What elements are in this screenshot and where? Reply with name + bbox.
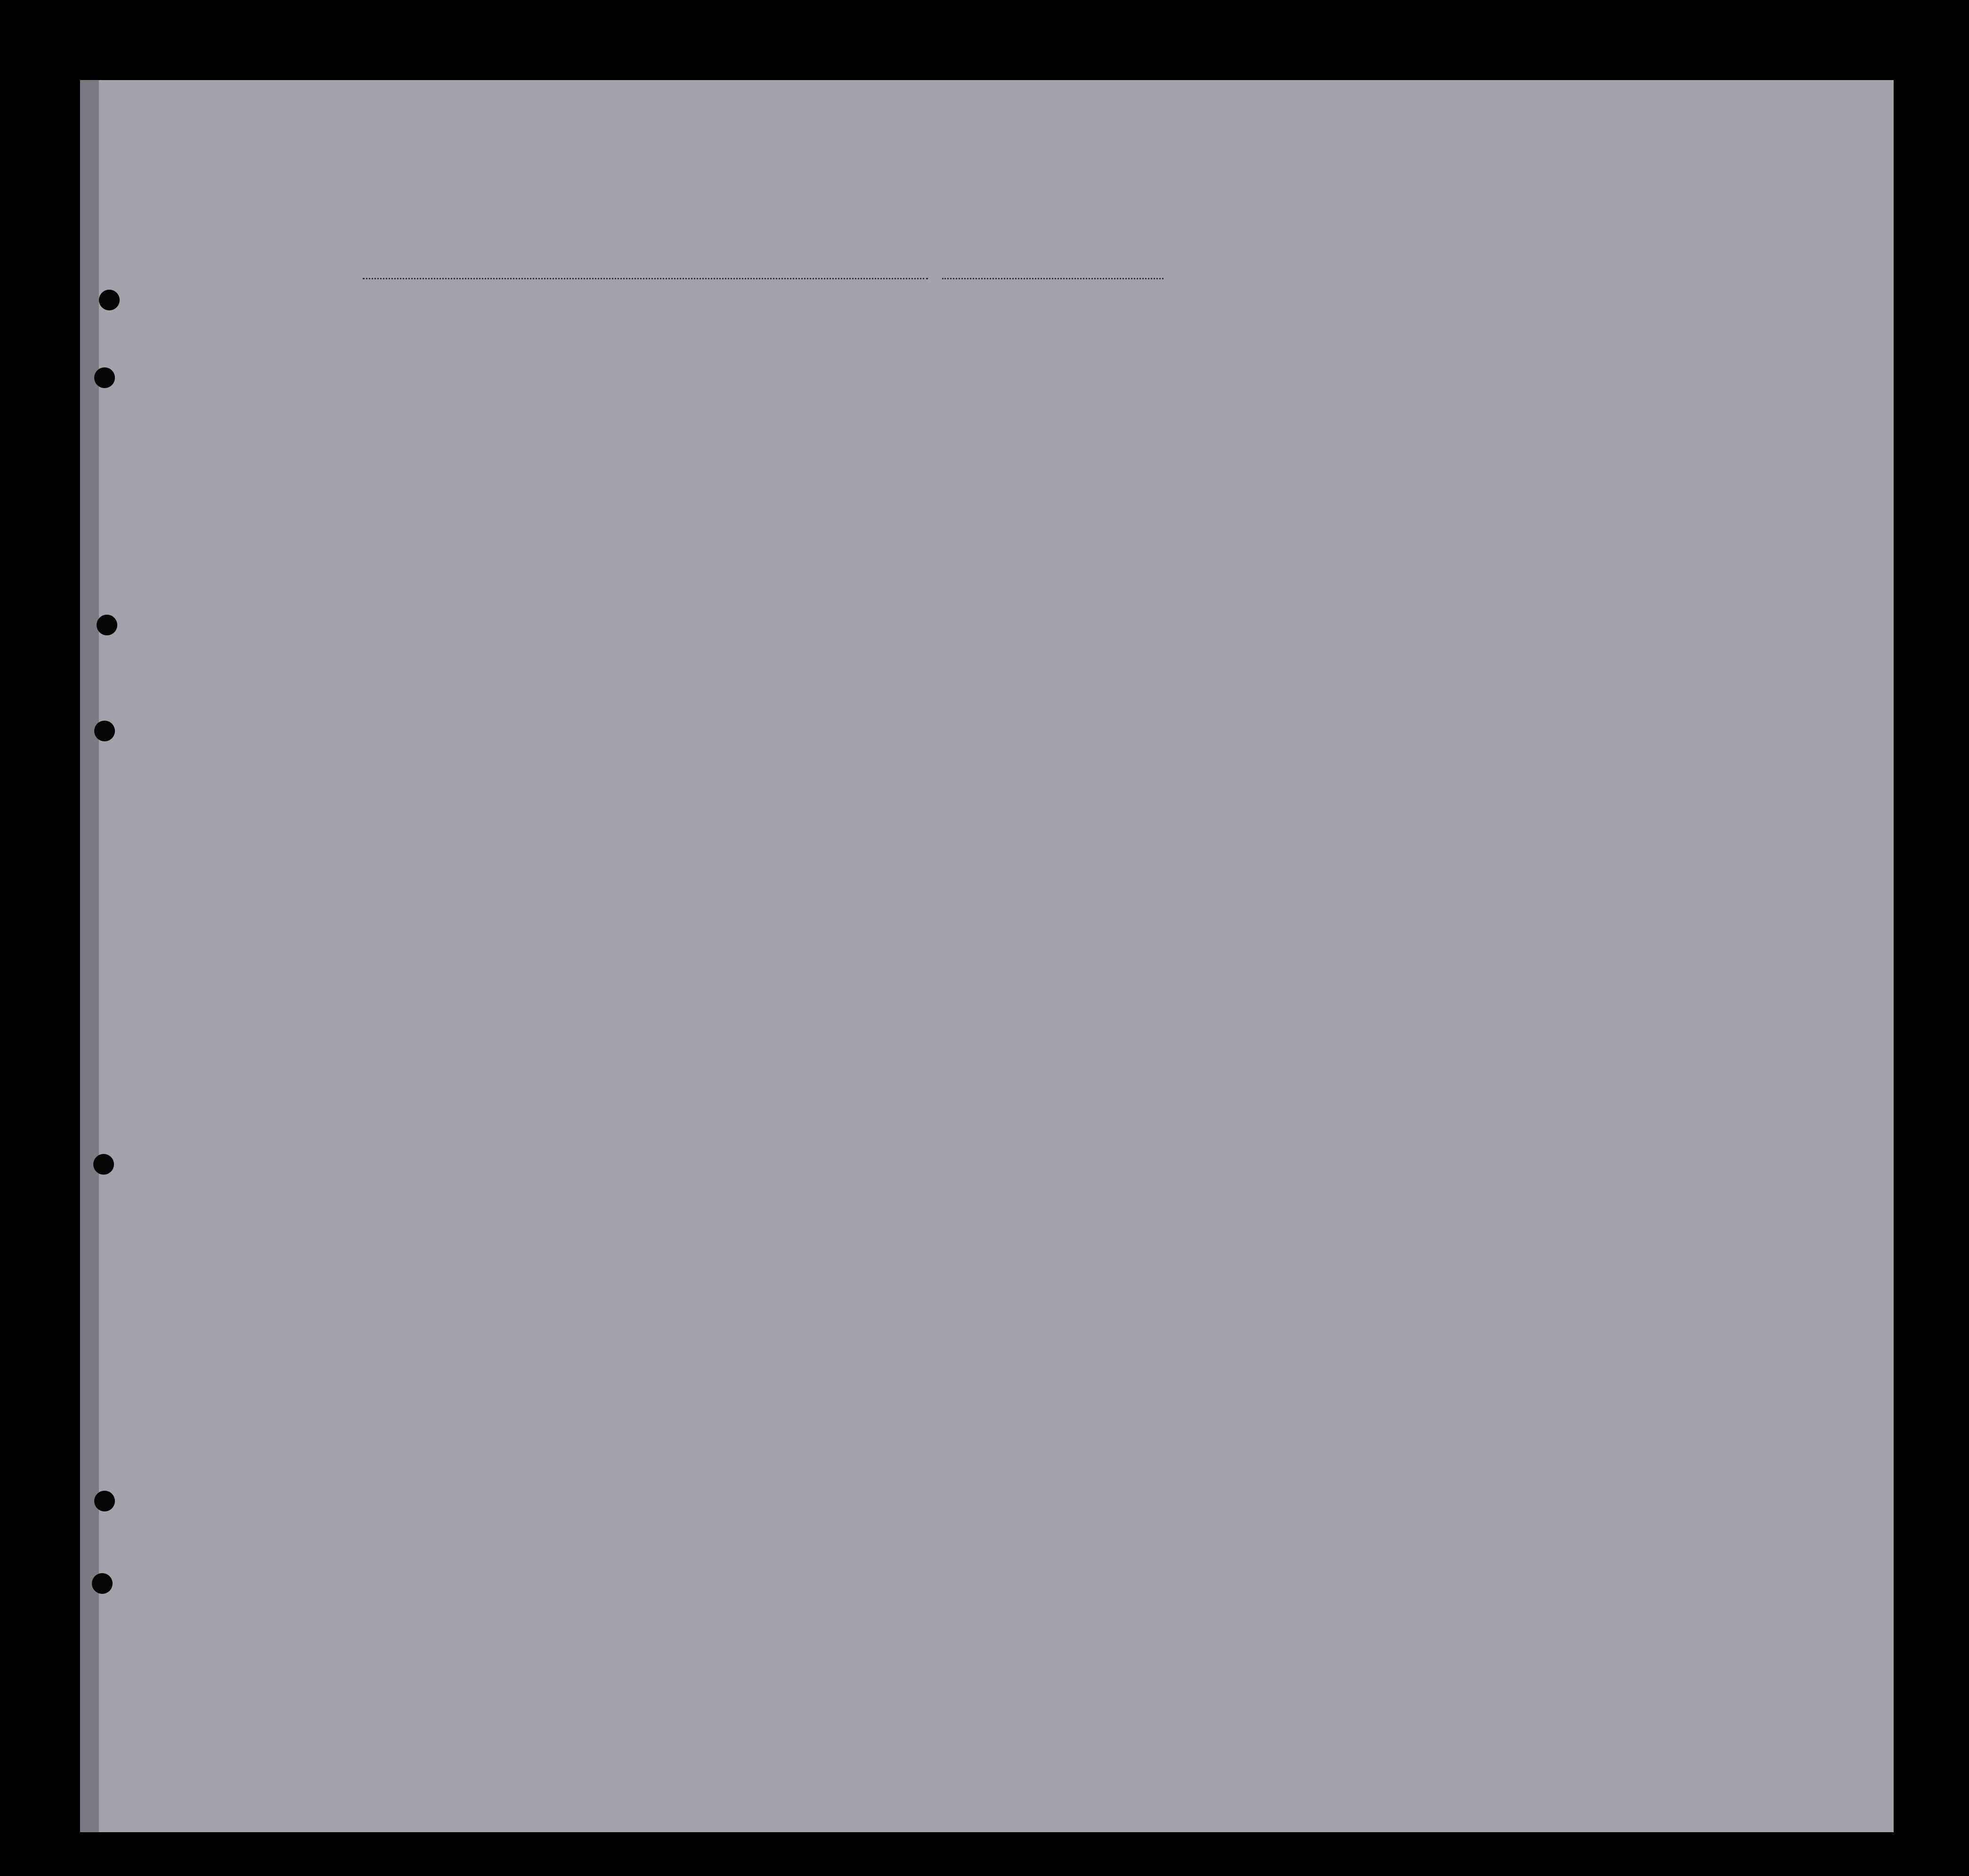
- date-underline: [942, 278, 1164, 279]
- punch-hole: [97, 615, 117, 635]
- punch-hole: [94, 721, 115, 741]
- punch-hole: [92, 1573, 113, 1594]
- manifest-sheet: [80, 80, 1894, 1832]
- punch-hole: [93, 1154, 114, 1175]
- punch-hole: [94, 1491, 115, 1511]
- punch-hole: [99, 290, 120, 310]
- port-underline: [363, 278, 928, 279]
- punch-hole: [94, 367, 115, 388]
- binding-strip: [80, 80, 99, 1832]
